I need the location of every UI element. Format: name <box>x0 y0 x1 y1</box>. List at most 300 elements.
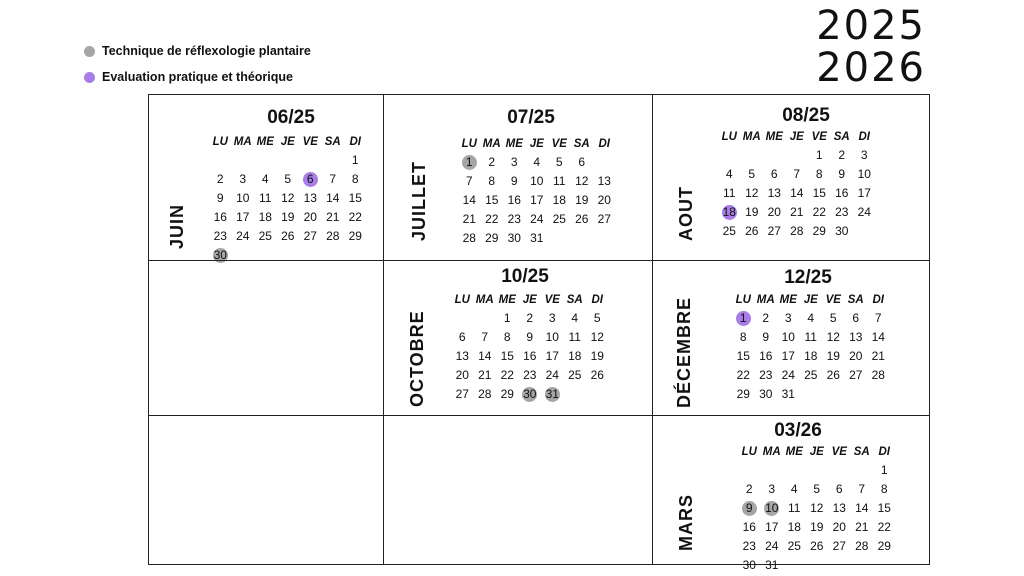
day-cell: 12 <box>590 330 604 344</box>
day-cell: 21 <box>326 210 340 224</box>
month-calendar <box>732 292 890 404</box>
empty-day-cell <box>718 147 741 164</box>
day-cell: 22 <box>485 212 499 226</box>
day-cell: 27 <box>849 368 863 382</box>
week-row <box>738 537 896 556</box>
day-cell: 10 <box>857 167 871 181</box>
day-cell: 29 <box>877 539 891 553</box>
week-row <box>458 229 616 248</box>
month-name: OCTOBRE <box>407 310 427 407</box>
day-cell: 27 <box>597 212 611 226</box>
day-cell: 2 <box>745 482 753 496</box>
week-row <box>458 172 616 191</box>
week-row <box>738 461 896 480</box>
weekday-header: DI <box>878 446 890 458</box>
day-cell: 19 <box>281 210 295 224</box>
week-row <box>209 246 367 265</box>
day-cell: 30 <box>759 387 773 401</box>
day-cell: 23 <box>742 539 756 553</box>
day-cell: 16 <box>213 210 227 224</box>
day-cell: 17 <box>765 520 779 534</box>
month-calendar <box>718 129 876 241</box>
day-cell: 30 <box>835 224 849 238</box>
calendar-grid <box>148 94 930 572</box>
day-cell: 16 <box>759 349 773 363</box>
empty-day-cell <box>564 386 587 403</box>
empty-day-cell <box>277 152 300 169</box>
empty-day-cell <box>761 462 784 479</box>
day-cell: 23 <box>507 212 521 226</box>
empty-day-cell <box>209 152 232 169</box>
week-row <box>732 347 890 366</box>
weekday-header-row <box>738 444 896 461</box>
day-cell: 12 <box>281 191 295 205</box>
day-cell: 8 <box>815 167 823 181</box>
day-cell: 6 <box>835 482 843 496</box>
day-cell: 17 <box>857 186 871 200</box>
day-cell-reflexology: 9 <box>738 500 761 517</box>
empty-day-cell <box>474 310 497 327</box>
day-cell: 8 <box>488 174 496 188</box>
day-cell: 7 <box>329 172 337 186</box>
empty-day-cell <box>828 462 851 479</box>
day-cell: 24 <box>857 205 871 219</box>
day-cell: 11 <box>259 191 272 205</box>
day-cell: 13 <box>303 191 317 205</box>
weekday-header: LU <box>721 131 737 143</box>
day-cell: 25 <box>787 539 801 553</box>
empty-day-cell <box>344 247 367 264</box>
day-cell: 2 <box>762 311 770 325</box>
day-cell: 18 <box>258 210 272 224</box>
day-cell: 23 <box>523 368 537 382</box>
week-row <box>458 210 616 229</box>
month-calendar <box>458 136 616 248</box>
empty-day-cell <box>322 247 345 264</box>
day-cell: 4 <box>571 311 579 325</box>
day-cell: 28 <box>790 224 804 238</box>
day-cell: 1 <box>880 463 888 477</box>
day-cell: 4 <box>261 172 269 186</box>
day-cell: 3 <box>768 482 776 496</box>
day-cell: 5 <box>593 311 601 325</box>
day-cell: 20 <box>832 520 846 534</box>
day-cell: 9 <box>526 330 534 344</box>
day-cell: 21 <box>871 349 885 363</box>
empty-day-cell <box>254 152 277 169</box>
weekday-header: LU <box>461 138 477 150</box>
day-cell: 20 <box>303 210 317 224</box>
month-calendar <box>738 444 896 575</box>
day-cell: 28 <box>855 539 869 553</box>
weekday-header-row <box>718 129 876 146</box>
empty-day-cell <box>593 154 616 171</box>
day-cell: 9 <box>216 191 224 205</box>
day-cell: 19 <box>810 520 824 534</box>
weekday-header: ME <box>779 294 797 306</box>
empty-day-cell <box>783 557 806 574</box>
week-row <box>451 385 609 404</box>
day-cell: 17 <box>236 210 250 224</box>
day-cell: 10 <box>545 330 559 344</box>
weekday-header: SA <box>573 138 590 150</box>
day-cell: 13 <box>849 330 863 344</box>
grey-dot-icon <box>84 46 95 57</box>
purple-dot-icon <box>84 72 95 83</box>
weekday-header-row <box>458 136 616 153</box>
legend-item-evaluation <box>84 64 311 90</box>
day-cell: 19 <box>745 205 759 219</box>
empty-day-cell <box>786 147 809 164</box>
weekday-header: JE <box>522 294 537 306</box>
day-cell: 27 <box>767 224 781 238</box>
weekday-header: MA <box>762 446 781 458</box>
weekday-header: LU <box>212 136 228 148</box>
day-cell: 11 <box>568 330 581 344</box>
month-june <box>149 95 383 260</box>
empty-day-cell <box>851 462 874 479</box>
weekday-header: VE <box>811 131 827 143</box>
weekday-header: MA <box>482 138 501 150</box>
day-cell: 26 <box>826 368 840 382</box>
day-cell: 7 <box>481 330 489 344</box>
day-cell: 12 <box>810 501 824 515</box>
day-cell: 26 <box>281 229 295 243</box>
day-cell: 31 <box>530 231 544 245</box>
day-cell: 13 <box>767 186 781 200</box>
day-cell: 21 <box>462 212 476 226</box>
empty-day-cell <box>851 557 874 574</box>
day-cell: 26 <box>590 368 604 382</box>
week-row <box>718 203 876 222</box>
empty-day-cell <box>277 247 300 264</box>
day-cell: 19 <box>590 349 604 363</box>
day-cell: 16 <box>835 186 849 200</box>
month-march <box>652 415 931 572</box>
weekday-header: SA <box>566 294 583 306</box>
day-cell: 31 <box>765 558 779 572</box>
day-cell: 8 <box>503 330 511 344</box>
day-cell: 4 <box>725 167 733 181</box>
day-cell: 24 <box>236 229 250 243</box>
day-cell: 25 <box>552 212 566 226</box>
day-cell: 8 <box>351 172 359 186</box>
day-cell: 2 <box>838 148 846 162</box>
week-row <box>458 191 616 210</box>
day-cell: 1 <box>351 153 359 167</box>
day-cell-evaluation: 6 <box>299 171 322 188</box>
month-name: AOUT <box>676 186 696 241</box>
day-cell: 12 <box>826 330 840 344</box>
empty-day-cell <box>806 462 829 479</box>
weekday-header: LU <box>454 294 470 306</box>
month-title: 07/25 <box>507 107 555 128</box>
week-row <box>732 366 890 385</box>
month-title: 08/25 <box>782 105 830 126</box>
day-cell: 24 <box>781 368 795 382</box>
day-cell: 30 <box>507 231 521 245</box>
weekday-header: DI <box>349 136 361 148</box>
weekday-header: JE <box>789 131 804 143</box>
weekday-header: VE <box>825 294 841 306</box>
day-cell: 20 <box>455 368 469 382</box>
empty-day-cell <box>571 230 594 247</box>
day-cell: 14 <box>326 191 340 205</box>
day-cell: 20 <box>849 349 863 363</box>
weekday-header: VE <box>831 446 847 458</box>
day-cell: 3 <box>548 311 556 325</box>
day-cell-reflexology: 30 <box>209 247 232 264</box>
day-cell: 23 <box>759 368 773 382</box>
weekday-header: SA <box>324 136 341 148</box>
day-cell: 24 <box>530 212 544 226</box>
day-cell: 26 <box>745 224 759 238</box>
day-cell: 18 <box>552 193 566 207</box>
week-row <box>451 328 609 347</box>
day-cell: 2 <box>526 311 534 325</box>
day-cell: 17 <box>545 349 559 363</box>
empty-day-cell <box>873 557 896 574</box>
day-cell-evaluation: 1 <box>732 310 755 327</box>
week-row <box>209 227 367 246</box>
weekday-header: MA <box>475 294 494 306</box>
weekday-header: ME <box>256 136 274 148</box>
empty-day-cell <box>783 462 806 479</box>
month-name: MARS <box>676 494 696 551</box>
month-title: 06/25 <box>267 107 315 128</box>
day-cell: 9 <box>838 167 846 181</box>
week-row <box>732 385 890 404</box>
day-cell: 16 <box>507 193 521 207</box>
day-cell: 22 <box>736 368 750 382</box>
day-cell: 1 <box>815 148 823 162</box>
day-cell: 7 <box>465 174 473 188</box>
weekday-header: DI <box>858 131 870 143</box>
weekday-header: SA <box>833 131 850 143</box>
day-cell: 25 <box>258 229 272 243</box>
day-cell: 27 <box>455 387 469 401</box>
day-cell: 29 <box>500 387 514 401</box>
day-cell: 9 <box>762 330 770 344</box>
day-cell: 22 <box>500 368 514 382</box>
day-cell: 20 <box>597 193 611 207</box>
day-cell: 13 <box>597 174 611 188</box>
week-row <box>718 222 876 241</box>
day-cell: 28 <box>326 229 340 243</box>
day-cell: 6 <box>578 155 586 169</box>
weekday-header-row <box>451 292 609 309</box>
day-cell: 2 <box>216 172 224 186</box>
month-name: JUILLET <box>409 160 429 241</box>
day-cell: 14 <box>478 349 492 363</box>
day-cell: 25 <box>722 224 736 238</box>
week-row <box>209 170 367 189</box>
week-row <box>732 328 890 347</box>
empty-day-cell <box>299 152 322 169</box>
day-cell: 29 <box>348 229 362 243</box>
day-cell-reflexology: 10 <box>761 500 784 517</box>
day-cell: 4 <box>807 311 815 325</box>
day-cell: 15 <box>500 349 514 363</box>
empty-day-cell <box>828 557 851 574</box>
empty-day-cell <box>451 310 474 327</box>
day-cell: 23 <box>213 229 227 243</box>
month-title: 03/26 <box>774 420 822 441</box>
day-cell: 7 <box>874 311 882 325</box>
week-row <box>718 146 876 165</box>
day-cell: 4 <box>790 482 798 496</box>
weekday-header: ME <box>785 446 803 458</box>
weekday-header: VE <box>544 294 560 306</box>
legend <box>84 38 311 90</box>
day-cell: 25 <box>568 368 582 382</box>
weekday-header: DI <box>872 294 884 306</box>
day-cell: 14 <box>462 193 476 207</box>
month-calendar <box>209 134 367 265</box>
legend-label: Technique de réflexologie plantaire <box>102 44 311 58</box>
day-cell-reflexology: 1 <box>458 154 481 171</box>
month-august <box>652 95 931 260</box>
day-cell: 1 <box>503 311 511 325</box>
empty-day-cell <box>322 152 345 169</box>
weekday-header: ME <box>498 294 516 306</box>
day-cell: 4 <box>533 155 541 169</box>
day-cell: 26 <box>810 539 824 553</box>
empty-day-cell <box>299 247 322 264</box>
day-cell: 27 <box>303 229 317 243</box>
day-cell: 6 <box>458 330 466 344</box>
week-row <box>718 184 876 203</box>
day-cell: 15 <box>736 349 750 363</box>
day-cell: 3 <box>784 311 792 325</box>
day-cell: 15 <box>877 501 891 515</box>
day-cell: 19 <box>826 349 840 363</box>
weekday-header: LU <box>741 446 757 458</box>
empty-day-cell <box>232 152 255 169</box>
day-cell: 16 <box>742 520 756 534</box>
weekday-header: JE <box>529 138 544 150</box>
day-cell: 22 <box>877 520 891 534</box>
weekday-header: MA <box>742 131 761 143</box>
month-title: 12/25 <box>784 267 832 288</box>
day-cell: 6 <box>852 311 860 325</box>
day-cell: 25 <box>804 368 818 382</box>
week-row <box>209 151 367 170</box>
month-name: JUIN <box>167 203 187 249</box>
empty-day-cell <box>867 386 890 403</box>
day-cell: 8 <box>880 482 888 496</box>
day-cell: 14 <box>790 186 804 200</box>
day-cell: 11 <box>804 330 817 344</box>
day-cell: 5 <box>555 155 563 169</box>
empty-day-cell <box>738 462 761 479</box>
week-row <box>458 153 616 172</box>
day-cell: 17 <box>530 193 544 207</box>
empty-day-cell <box>763 147 786 164</box>
day-cell: 13 <box>832 501 846 515</box>
weekday-header: MA <box>756 294 775 306</box>
day-cell: 29 <box>812 224 826 238</box>
weekday-header-row <box>209 134 367 151</box>
week-row <box>738 499 896 518</box>
weekday-header: JE <box>280 136 295 148</box>
empty-day-cell <box>845 386 868 403</box>
day-cell: 5 <box>748 167 756 181</box>
empty-day-cell <box>741 147 764 164</box>
day-cell: 15 <box>348 191 362 205</box>
weekday-header: SA <box>847 294 864 306</box>
day-cell: 24 <box>545 368 559 382</box>
month-july <box>383 95 652 260</box>
legend-item-reflexology <box>84 38 311 64</box>
day-cell: 9 <box>510 174 518 188</box>
week-row <box>738 480 896 499</box>
day-cell: 3 <box>510 155 518 169</box>
day-cell: 31 <box>781 387 795 401</box>
day-cell: 11 <box>788 501 801 515</box>
week-row <box>451 366 609 385</box>
day-cell: 28 <box>462 231 476 245</box>
day-cell: 6 <box>770 167 778 181</box>
day-cell: 21 <box>790 205 804 219</box>
day-cell-reflexology: 30 <box>519 386 542 403</box>
day-cell: 3 <box>239 172 247 186</box>
empty-day-cell <box>586 386 609 403</box>
weekday-header: LU <box>735 294 751 306</box>
week-row <box>209 208 367 227</box>
empty-day-cell <box>806 557 829 574</box>
day-cell: 10 <box>236 191 250 205</box>
day-cell: 21 <box>478 368 492 382</box>
day-cell: 29 <box>485 231 499 245</box>
day-cell: 24 <box>765 539 779 553</box>
empty-day-cell <box>254 247 277 264</box>
day-cell: 14 <box>855 501 869 515</box>
day-cell: 29 <box>736 387 750 401</box>
week-row <box>738 556 896 575</box>
day-cell: 20 <box>767 205 781 219</box>
day-cell: 13 <box>455 349 469 363</box>
day-cell: 7 <box>793 167 801 181</box>
weekday-header-row <box>732 292 890 309</box>
day-cell: 14 <box>871 330 885 344</box>
day-cell: 10 <box>781 330 795 344</box>
day-cell: 19 <box>575 193 589 207</box>
day-cell: 15 <box>812 186 826 200</box>
day-cell: 18 <box>787 520 801 534</box>
day-cell: 27 <box>832 539 846 553</box>
weekday-header: VE <box>302 136 318 148</box>
year-end: 2026 <box>816 45 926 91</box>
day-cell: 17 <box>781 349 795 363</box>
empty-day-cell <box>853 223 876 240</box>
weekday-header: JE <box>809 446 824 458</box>
day-cell: 5 <box>829 311 837 325</box>
day-cell: 11 <box>553 174 566 188</box>
weekday-header: DI <box>598 138 610 150</box>
weekday-header: JE <box>803 294 818 306</box>
day-cell: 23 <box>835 205 849 219</box>
empty-day-cell <box>822 386 845 403</box>
day-cell: 22 <box>812 205 826 219</box>
day-cell: 28 <box>871 368 885 382</box>
day-cell: 11 <box>723 186 736 200</box>
week-row <box>451 347 609 366</box>
week-row <box>738 518 896 537</box>
empty-day-cell <box>232 247 255 264</box>
day-cell: 21 <box>855 520 869 534</box>
weekday-header: MA <box>233 136 252 148</box>
